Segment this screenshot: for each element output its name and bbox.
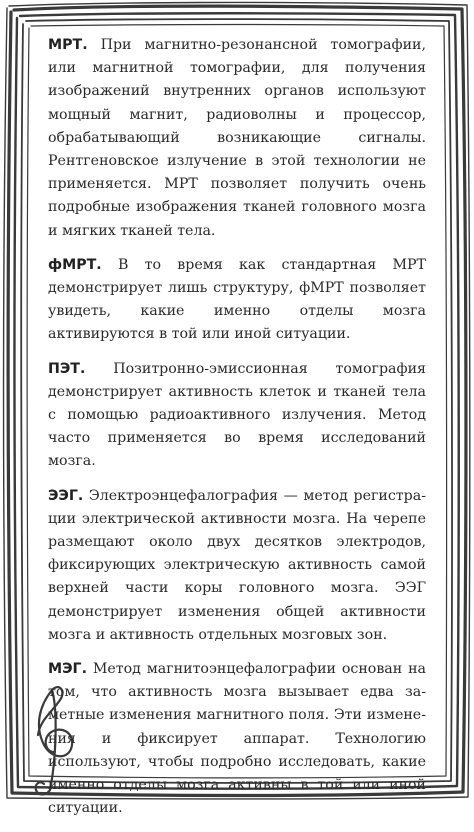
- entry-term: ЭЭГ.: [48, 487, 84, 504]
- entry-text: При магнитно-резонансной томографии, или магнитной томографии, для получения изображений внутренних органов используют мощный магнит, радиоволны и процессор, обрабатывающий возникающие сигналы. Рентгеновское излучение в этой технологии не применяется. МРТ позволяет получить очень подробные изображения тканей головного мозга и мягких тканей тела.: [48, 37, 426, 239]
- entry-text: Электроэнцефалография — метод регистрации электрической активности мозга. На черепе размещают около двух десятков электродов, фиксирующих электрическую активность самой верхней части коры головного мозга. ЭЭГ демонстрирует изменения общей активности мозга и активность отдельных мозговых зон.: [48, 487, 426, 643]
- entry-pet: [48, 358, 426, 474]
- entry-text: Метод магнитоэнцефалографии основан на том, что активность мозга вызывает едва заметные изменения магнитного поля. Эти изменения и фиксирует аппарат. Технологию используют, чтобы подробно исследовать, какие именно отделы мозга активны в той или иной ситуации.: [48, 661, 426, 817]
- entry-eeg: [48, 485, 426, 647]
- entry-mrt: [48, 34, 426, 243]
- entry-meg: [48, 658, 426, 820]
- entry-text: В то время как стандартная МРТ демонстрирует лишь структуру, фМРТ позволяет увидеть, какие именно отделы мозга активируются в той или иной ситуации.: [48, 256, 426, 343]
- glossary-text: [48, 34, 426, 832]
- entry-term: ПЭТ.: [48, 360, 86, 377]
- entry-term: МЭГ.: [48, 661, 87, 678]
- entry-term: фМРТ.: [48, 256, 102, 273]
- entry-fmrt: [48, 254, 426, 347]
- entry-term: МРТ.: [48, 37, 88, 53]
- entry-text: Позитронно-эмиссионная томография демонстрирует активность клеток и тканей тела с помощью радиоактивного излучения. Метод часто применяется во время исследований мозга.: [48, 360, 426, 470]
